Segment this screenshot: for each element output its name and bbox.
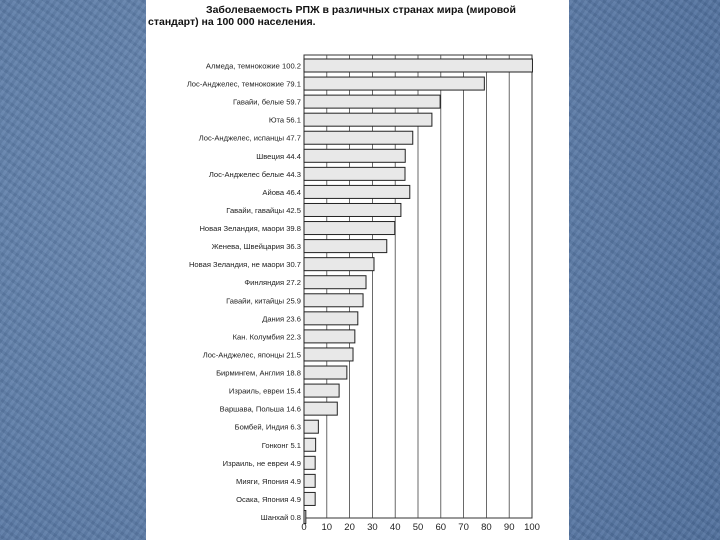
category-label: Осака, Япония 4.9 xyxy=(236,494,301,504)
category-label: Юта 56.1 xyxy=(268,115,301,125)
x-tick-label: 70 xyxy=(458,522,469,533)
category-label: Айова 46.4 xyxy=(262,187,301,197)
x-tick-label: 100 xyxy=(524,522,540,533)
chart-title: Заболеваемость РПЖ в различных странах мира (мировой стандарт) на 100 000 населения. xyxy=(148,4,516,28)
bar xyxy=(304,294,363,307)
x-tick-label: 40 xyxy=(389,522,401,533)
category-label: Бирмингем, Англия 18.8 xyxy=(216,368,301,378)
x-tick-label: 30 xyxy=(367,522,378,533)
category-label: Алмеда, темнокожие 100.2 xyxy=(205,61,301,71)
bar xyxy=(304,366,347,379)
x-tick-label: 10 xyxy=(321,522,333,533)
bar xyxy=(304,258,374,271)
category-label: Лос-Анджелес, японцы 21.5 xyxy=(202,350,301,360)
bar xyxy=(304,185,410,198)
bar xyxy=(304,402,337,415)
x-tick-label: 50 xyxy=(412,522,424,533)
bar xyxy=(304,456,315,469)
bar xyxy=(304,77,484,90)
bar xyxy=(304,203,401,216)
bar xyxy=(304,59,532,72)
bar xyxy=(304,474,315,487)
bar-chart xyxy=(146,0,569,540)
x-tick-label: 20 xyxy=(344,522,355,533)
bar xyxy=(304,131,413,144)
category-label: Лос-Анджелес белые 44.3 xyxy=(208,169,301,179)
x-tick-label: 80 xyxy=(481,522,492,533)
category-label: Лос-Анджелес, испанцы 47.7 xyxy=(198,133,301,143)
category-label: Израиль, евреи 15.4 xyxy=(228,386,301,396)
category-label: Гавайи, китайцы 25.9 xyxy=(226,296,301,306)
bar xyxy=(304,95,440,108)
bar xyxy=(304,149,405,162)
x-tick-label: 90 xyxy=(503,522,515,533)
x-tick-label: 0 xyxy=(301,522,307,533)
category-label: Израиль, не евреи 4.9 xyxy=(222,458,301,468)
bar xyxy=(304,438,316,451)
category-label: Новая Зеландия, маори 39.8 xyxy=(199,224,301,234)
bar xyxy=(304,222,395,235)
category-label: Гавайи, гавайцы 42.5 xyxy=(226,205,301,215)
bar xyxy=(304,384,339,397)
category-label: Варшава, Польша 14.6 xyxy=(219,404,301,414)
category-label: Гавайи, белые 59.7 xyxy=(232,97,301,107)
category-label: Бомбей, Индия 6.3 xyxy=(234,422,301,432)
bar xyxy=(304,348,353,361)
category-label: Гонконг 5.1 xyxy=(261,440,301,450)
bar xyxy=(304,312,358,325)
bar xyxy=(304,420,318,433)
chart-panel xyxy=(146,0,569,540)
category-label: Дания 23.6 xyxy=(262,314,301,324)
category-label: Финляндия 27.2 xyxy=(244,278,301,288)
bar xyxy=(304,276,366,289)
category-label: Кан. Колумбия 22.3 xyxy=(232,332,301,342)
bar xyxy=(304,113,432,126)
bar xyxy=(304,330,355,343)
x-tick-label: 60 xyxy=(435,522,447,533)
category-label: Шанхай 0.8 xyxy=(260,513,301,522)
category-label: Мияги, Япония 4.9 xyxy=(236,476,301,486)
category-label: Швеция 44.4 xyxy=(256,151,301,161)
bar xyxy=(304,240,387,253)
category-label: Новая Зеландия, не маори 30.7 xyxy=(188,260,301,270)
category-label: Лос-Анджелес, темнокожие 79.1 xyxy=(186,79,301,89)
bar xyxy=(304,167,405,180)
category-label: Женева, Швейцария 36.3 xyxy=(211,242,301,252)
bar xyxy=(304,492,315,505)
